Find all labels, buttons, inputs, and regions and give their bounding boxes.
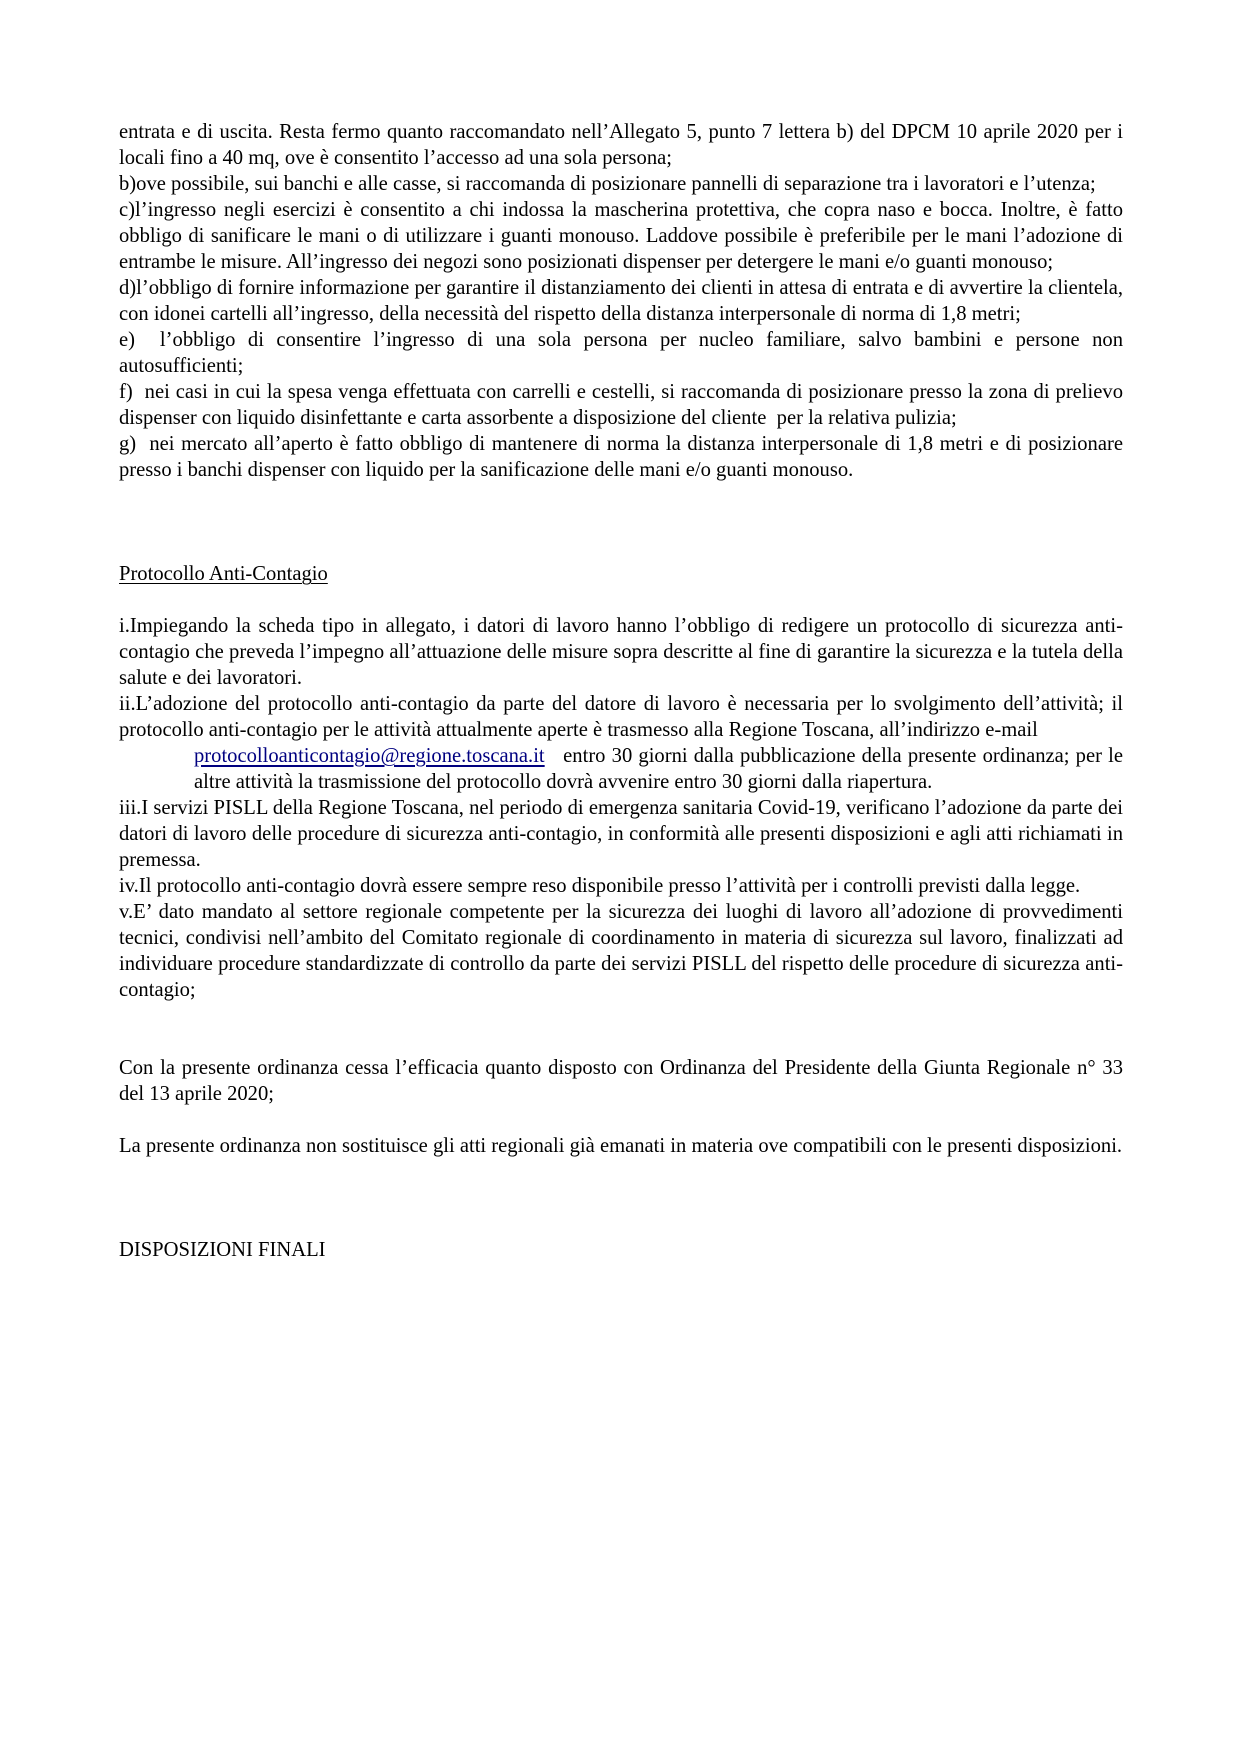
item-text: l’obbligo di fornire informazione per garantire il distanziamento dei clienti in attesa di entrata e di avvertire la clientela, con idonei cartelli all’ingresso, della necessità del rispetto della distanza interpersonale di norma di 1,8 metri;: [119, 277, 1123, 325]
spacer: [119, 483, 1123, 561]
list-item-e: [119, 327, 1129, 379]
point-text: Impiegando la scheda tipo in allegato, i datori di lavoro hanno l’obbligo di redigere un protocollo di sicurezza anti-contagio che preveda l’impegno all’attuazione delle misure sopra descritte al fine di garantire la sicurezza e la tutela della salute e dei lavoratori.: [119, 615, 1123, 689]
item-label: g): [119, 433, 137, 455]
spacer: [119, 1159, 1123, 1237]
list-item-g: [119, 431, 1129, 483]
item-label: c): [119, 199, 135, 221]
closing-paragraph-ordinanza-cessa: Con la presente ordinanza cessa l’efficacia quanto disposto con Ordinanza del Presidente della Giunta Regionale n° 33 del 13 aprile 2020;: [119, 1057, 1123, 1105]
item-label: b): [119, 173, 137, 195]
spacer: [119, 1003, 1123, 1055]
item-text: nei mercato all’aperto è fatto obbligo di mantenere di norma la distanza interpersonale di 1,8 metri e di posizionare presso i banchi dispenser con liquido per la sanificazione delle mani e/o guanti monouso.: [119, 433, 1129, 481]
point-label: iii.: [119, 797, 142, 819]
point-text: L’adozione del protocollo anti-contagio da parte del datore di lavoro è necessaria per lo svolgimento dell’attività; il protocollo anti-contagio per le attività attualmente aperte è trasmesso alla Regione Toscana, all’indirizzo e-mail: [119, 693, 1123, 741]
point-text-after-email: entro 30 giorni dalla pubblicazione della presente ordinanza; per le altre attività la trasmissione del protocollo dovrà avvenire entro 30 giorni dalla riapertura.: [194, 745, 1129, 793]
document-page: [119, 119, 1129, 1263]
list-item-b: [119, 171, 1123, 197]
protocol-point-v: [119, 899, 1123, 1003]
item-label: e): [119, 329, 135, 351]
continuation-paragraph: entrata e di uscita. Resta fermo quanto raccomandato nell’Allegato 5, punto 7 lettera b) del DPCM 10 aprile 2020 per i locali fino a 40 mq, ove è consentito l’accesso ad una sola persona;: [119, 121, 1123, 169]
point-label: iv.: [119, 875, 139, 897]
protocol-point-i: [119, 613, 1123, 691]
item-text: ove possibile, sui banchi e alle casse, si raccomanda di posizionare pannelli di separazione tra i lavoratori e l’utenza;: [136, 173, 1096, 195]
protocol-point-ii: [119, 691, 1123, 743]
spacer: [119, 587, 1123, 613]
point-text: I servizi PISLL della Regione Toscana, nel periodo di emergenza sanitaria Covid-19, verificano l’adozione da parte dei datori di lavoro delle procedure di sicurezza anti-contagio, in conformità alle presenti disposizioni e agli atti richiamati in premessa.: [119, 797, 1123, 871]
point-text: E’ dato mandato al settore regionale competente per la sicurezza dei luoghi di lavoro all’adozione di provvedimenti tecnici, condivisi nell’ambito del Comitato regionale di coordinamento in materia di sicurezza sul lavoro, finalizzati ad individuare procedure standardizzate di controllo da parte dei servizi PISLL del rispetto delle procedure di sicurezza anti-contagio;: [119, 901, 1123, 1001]
protocol-point-iv: [119, 873, 1123, 899]
item-text: nei casi in cui la spesa venga effettuata con carrelli e cestelli, si raccomanda di posizionare presso la zona di prelievo dispenser con liquido disinfettante e carta assorbente a disposizione del cliente per la relativa pulizia;: [119, 381, 1129, 429]
list-item-d: [119, 275, 1123, 327]
item-text: l’ingresso negli esercizi è consentito a chi indossa la mascherina protettiva, che copra naso e bocca. Inoltre, è fatto obbligo di sanificare le mani o di utilizzare i guanti monouso. Laddove possibile è preferibile per le mani l’adozione di entrambe le misure. All’ingresso dei negozi sono posizionati dispenser per detergere le mani e/o guanti monouso;: [119, 199, 1123, 273]
point-text: Il protocollo anti-contagio dovrà essere sempre reso disponibile presso l’attività per i controlli previsti dalla legge.: [138, 875, 1081, 897]
protocol-point-iii: [119, 795, 1123, 873]
email-link[interactable]: protocolloanticontagio@regione.toscana.it: [194, 745, 545, 767]
point-label: ii.: [119, 693, 136, 715]
item-label: f): [119, 381, 133, 403]
item-text: l’obbligo di consentire l’ingresso di una sola persona per nucleo familiare, salvo bambini e persone non autosufficienti;: [119, 329, 1129, 377]
list-item-c: [119, 197, 1123, 275]
protocol-point-ii-continuation: [119, 743, 1129, 795]
final-heading: DISPOSIZIONI FINALI: [119, 1239, 326, 1261]
point-label: v.: [119, 901, 134, 923]
closing-paragraph-non-sostituisce: La presente ordinanza non sostituisce gli atti regionali già emanati in materia ove compatibili con le presenti disposizioni.: [119, 1135, 1123, 1157]
spacer: [119, 1107, 1123, 1133]
list-item-f: [119, 379, 1129, 431]
section-title-protocollo: Protocollo Anti-Contagio: [119, 563, 328, 585]
point-label: i.: [119, 615, 130, 637]
item-label: d): [119, 277, 137, 299]
